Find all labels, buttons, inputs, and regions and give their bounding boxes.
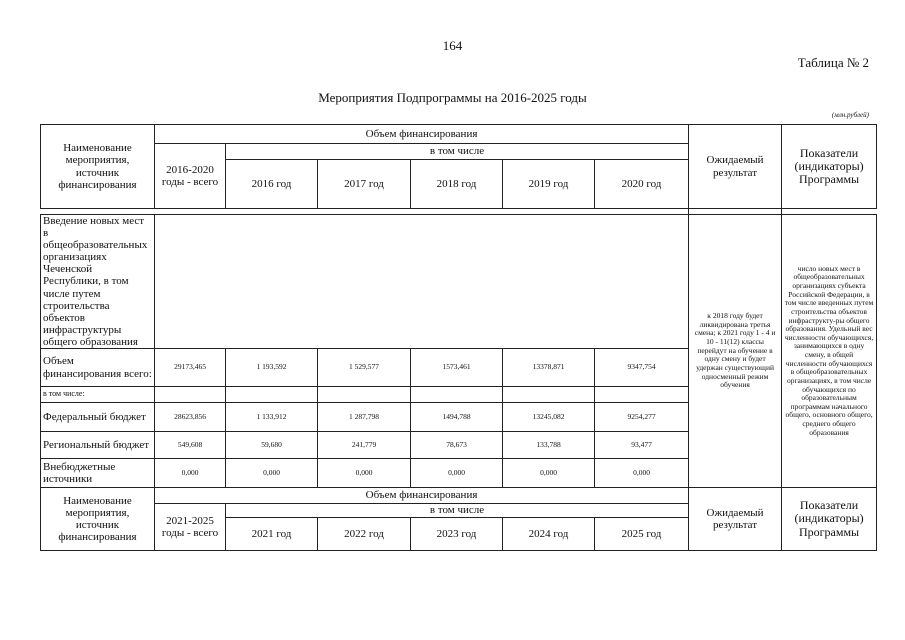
- value-cell: 9347,754: [595, 349, 689, 387]
- value-cell: 549,608: [155, 432, 226, 459]
- table-number: Таблица № 2: [797, 55, 869, 70]
- header-expected-result: Ожидаемый результат: [689, 125, 782, 209]
- value-cell: 59,680: [226, 432, 318, 459]
- measure-name: Введение новых мест в общеобразовательных организациях Чеченской Республики, в том числе путем строительства объектов инфраструктуры общего образования: [41, 215, 155, 349]
- header-period1-total: 2016-2020 годы - всего: [155, 144, 226, 209]
- expected-result-text: к 2018 году будет ликвидирована третья смена; к 2021 году 1 - 4 и 10 - 11(12) классы перейдут на обучение в одну смену и будет удержан существующий односменный режим обучения: [689, 215, 782, 488]
- financing-table: [40, 124, 877, 551]
- value-cell: [226, 387, 318, 403]
- value-cell: [318, 387, 411, 403]
- value-cell: [411, 387, 503, 403]
- header-year: 2025 год: [595, 518, 689, 551]
- row-label: Объем финансирования всего:: [41, 349, 155, 387]
- value-cell: 78,673: [411, 432, 503, 459]
- header2-name-column: Наименование мероприятия, источник финансирования: [41, 488, 155, 551]
- value-cell: 1 287,798: [318, 403, 411, 432]
- value-cell: 0,000: [411, 459, 503, 488]
- value-cell: 1494,788: [411, 403, 503, 432]
- header2-financing: Объем финансирования: [155, 488, 689, 504]
- header-indicators: Показатели (индикаторы) Программы: [782, 125, 877, 209]
- measure-row: [41, 215, 877, 349]
- header-year: 2022 год: [318, 518, 411, 551]
- row-label: в том числе:: [41, 387, 155, 403]
- header-including: в том числе: [226, 144, 689, 160]
- indicator-text: число новых мест в общеобразовательных организациях субъекта Российской Федерации, в том числе введенных путем строительства объектов инфраструкту-ры общего образования. Удельный вес численности обучающихся, занимающихся в одну смену, в общей численности обучающихся в общеобразовательных организациях, в том числе обучающихся по образовательным программам начального общего, основного общего, среднего общего образования: [782, 215, 877, 488]
- value-cell: 0,000: [503, 459, 595, 488]
- value-cell: 13245,082: [503, 403, 595, 432]
- header-row-1: [41, 125, 877, 144]
- value-cell: 0,000: [595, 459, 689, 488]
- header-year: 2024 год: [503, 518, 595, 551]
- measure-empty-cell: [155, 215, 689, 349]
- header2-row-1: [41, 488, 877, 504]
- value-cell: 93,477: [595, 432, 689, 459]
- value-cell: 1 133,912: [226, 403, 318, 432]
- row-label: Региональный бюджет: [41, 432, 155, 459]
- value-cell: [503, 387, 595, 403]
- header-year: 2019 год: [503, 160, 595, 209]
- header-name-column: Наименование мероприятия, источник финансирования: [41, 125, 155, 209]
- page-title: Мероприятия Подпрограммы на 2016-2025 годы: [318, 90, 587, 105]
- header-year: 2017 год: [318, 160, 411, 209]
- value-cell: 28623,856: [155, 403, 226, 432]
- value-cell: 1 193,592: [226, 349, 318, 387]
- value-cell: 0,000: [318, 459, 411, 488]
- header-financing: Объем финансирования: [155, 125, 689, 144]
- value-cell: 9254,277: [595, 403, 689, 432]
- header-period2-total: 2021-2025 годы - всего: [155, 504, 226, 551]
- value-cell: [595, 387, 689, 403]
- value-cell: 241,779: [318, 432, 411, 459]
- header-year: 2020 год: [595, 160, 689, 209]
- value-cell: 13378,871: [503, 349, 595, 387]
- header-year: 2023 год: [411, 518, 503, 551]
- row-label: Федеральный бюджет: [41, 403, 155, 432]
- header2-including: в том числе: [226, 504, 689, 518]
- value-cell: 29173,465: [155, 349, 226, 387]
- page-number: 164: [442, 38, 463, 53]
- units-note: (млн.рублей): [831, 111, 869, 119]
- header-year: 2016 год: [226, 160, 318, 209]
- header2-indicators: Показатели (индикаторы) Программы: [782, 488, 877, 551]
- header2-expected-result: Ожидаемый результат: [689, 488, 782, 551]
- value-cell: 133,788: [503, 432, 595, 459]
- value-cell: 1 529,577: [318, 349, 411, 387]
- value-cell: 1573,461: [411, 349, 503, 387]
- row-label: Внебюджетные источники: [41, 459, 155, 488]
- header-year: 2021 год: [226, 518, 318, 551]
- header-year: 2018 год: [411, 160, 503, 209]
- value-cell: [155, 387, 226, 403]
- value-cell: 0,000: [155, 459, 226, 488]
- value-cell: 0,000: [226, 459, 318, 488]
